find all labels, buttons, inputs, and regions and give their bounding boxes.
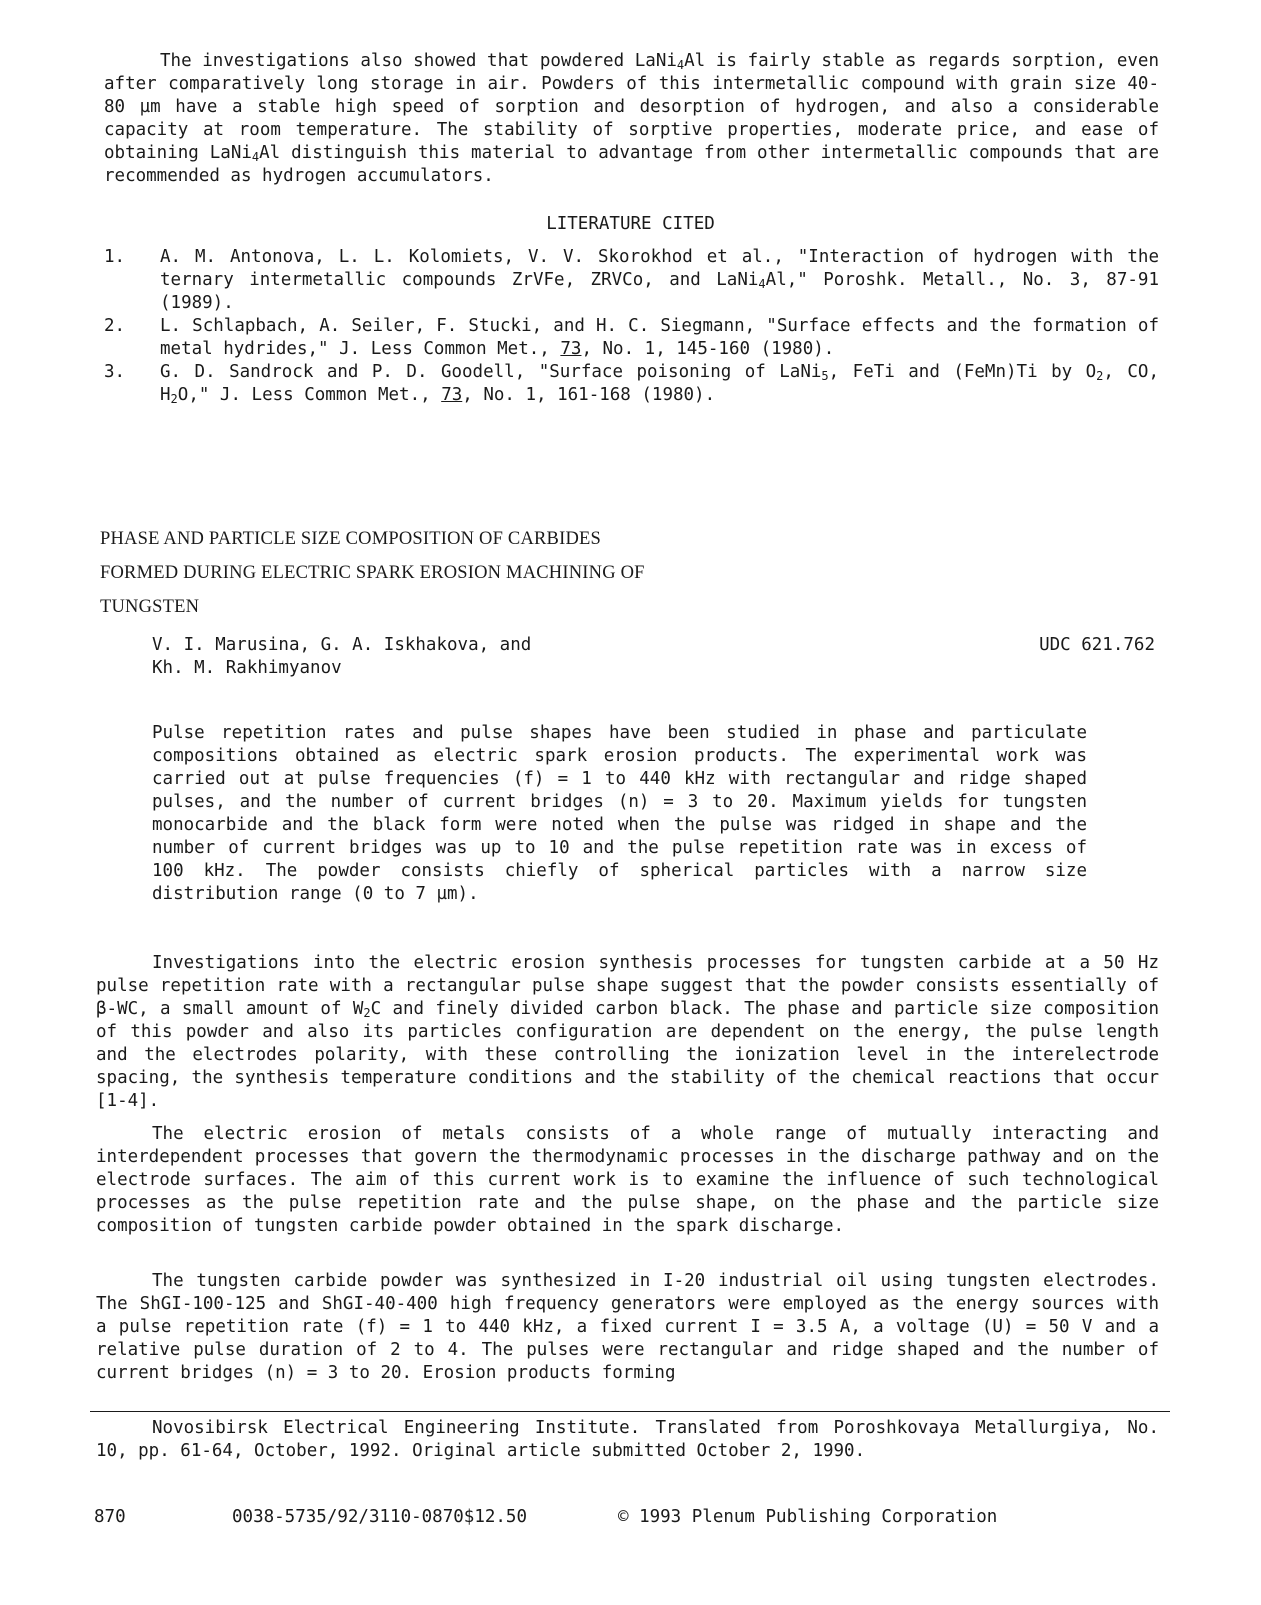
article-authors: [152, 634, 752, 680]
reference-number: 1.: [104, 247, 126, 267]
subscript: 4: [251, 150, 260, 164]
copyright-notice: © 1993 Plenum Publishing Corporation: [618, 1507, 998, 1527]
text-run: C and finely divided carbon black. The phase and particle size composition of this powder and also its particles configuration are dependent on the energy, the pulse length and the electrodes polarity, with these controlling the ionization level in the interelectrode spacing, the synthesis temperature conditions and the stability of the chemical reactions that occur [1-4].: [96, 999, 1159, 1111]
text-run: Al is fairly stable as regards sorption, even after comparatively long storage in air. Powders of this intermetallic compound with grain size 40-80 µm have a stable high speed of sorption and desorption of hydrogen, and also a considerable capacity at room temperature. The stability of sorptive properties, moderate price, and ease of obtaining LaNi: [104, 51, 1159, 163]
text-run: Investigations into the electric erosion synthesis processes for tungsten carbide at a 50 Hz pulse repetition rate with a rectangular pulse shape suggest that the powder consists essentially of β-WC, a small amount of W: [96, 953, 1159, 1019]
literature-heading: LITERATURE CITED: [546, 214, 715, 234]
subscript: 2: [170, 392, 178, 406]
reference-number: 2.: [104, 316, 126, 336]
text-run: A. M. Antonova, L. L. Kolomiets, V. V. Skorokhod et al., "Interaction of hydrogen with the ternary intermetallic compounds ZrVFe, ZRVCo, and LaNi: [160, 247, 1159, 290]
reference-item: [104, 246, 1159, 315]
text-run: , No. 1, 145-160 (1980).: [581, 339, 835, 359]
article-code: 0038-5735/92/3110-0870$12.50: [232, 1507, 528, 1527]
text-run: Al distinguish this material to advantage from other intermetallic compounds that are recommended as hydrogen accumulators.: [104, 143, 1159, 186]
intro-paragraph: [104, 50, 1159, 188]
text-run: , No. 1, 161-168 (1980).: [462, 385, 716, 405]
reference-item: [104, 315, 1159, 361]
volume-number: 73: [441, 385, 463, 405]
subscript: 4: [758, 277, 766, 291]
subscript: 2: [1096, 369, 1104, 383]
authors-line: V. I. Marusina, G. A. Iskhakova, and: [152, 635, 532, 655]
text-run: L. Schlapbach, A. Seiler, F. Stucki, and H. C. Siegmann, "Surface effects and the formation of metal hydrides," J. Less Common Met.,: [160, 316, 1159, 359]
title-line: PHASE AND PARTICLE SIZE COMPOSITION OF CARBIDES: [100, 529, 602, 549]
text-run: Al," Poroshk. Metall., No. 3, 87-91 (1989).: [160, 270, 1159, 313]
affiliation-footnote: Novosibirsk Electrical Engineering Institute. Translated from Poroshkovaya Metallurgiya, No. 10, pp. 61-64, October, 1992. Original article submitted October 2, 1990.: [96, 1418, 1159, 1461]
title-line: FORMED DURING ELECTRIC SPARK EROSION MACHINING OF: [100, 563, 645, 583]
body-paragraph: The tungsten carbide powder was synthesized in I-20 industrial oil using tungsten electrodes. The ShGI-100-125 and ShGI-40-400 high frequency generators were employed as the energy sources with a pulse repetition rate (f) = 1 to 440 kHz, a fixed current I = 3.5 A, a voltage (U) = 50 V and a relative pulse duration of 2 to 4. The pulses were rectangular and ridge shaped and the number of current bridges (n) = 3 to 20. Erosion products forming: [96, 1271, 1159, 1383]
subscript: 5: [821, 369, 829, 383]
title-line: TUNGSTEN: [100, 597, 200, 617]
abstract: Pulse repetition rates and pulse shapes have been studied in phase and particulate compositions obtained as electric spark erosion products. The experimental work was carried out at pulse frequencies (f) = 1 to 440 kHz with rectangular and ridge shaped pulses, and the number of current bridges (n) = 3 to 20. Maximum yields for tungsten monocarbide and the black form were noted when the pulse was ridged in shape and the number of current bridges was up to 10 and the pulse repetition rate was in excess of 100 kHz. The powder consists chiefly of spherical particles with a narrow size distribution range (0 to 7 µm).: [152, 723, 1087, 904]
body-paragraph: [96, 952, 1159, 1113]
article-title: [100, 522, 800, 624]
reference-number: 3.: [104, 362, 126, 382]
text-run: O," J. Less Common Met.,: [177, 385, 442, 405]
page-number: 870: [94, 1507, 126, 1527]
subscript: 4: [676, 58, 685, 72]
reference-list: [104, 246, 1159, 407]
page-footer: [0, 1506, 1261, 1530]
text-run: The investigations also showed that powdered LaNi: [160, 51, 677, 71]
udc-code: UDC 621.762: [1039, 635, 1155, 655]
body-paragraph: The electric erosion of metals consists of a whole range of mutually interacting and interdependent processes that govern the thermodynamic processes in the discharge pathway and on the electrode surfaces. The aim of this current work is to examine the influence of such technological processes as the pulse repetition rate and the pulse shape, on the phase and the particle size composition of tungsten carbide powder obtained in the spark discharge.: [96, 1124, 1159, 1236]
subscript: 2: [363, 1006, 371, 1020]
footnote-divider: [90, 1411, 1170, 1412]
volume-number: 73: [560, 339, 582, 359]
text-run: G. D. Sandrock and P. D. Goodell, "Surface poisoning of LaNi: [160, 362, 822, 382]
text-run: , FeTi and (FeMn)Ti by O: [828, 362, 1097, 382]
reference-item: [104, 361, 1159, 407]
authors-line: Kh. M. Rakhimyanov: [152, 658, 342, 678]
text-run: , CO, H: [160, 362, 1159, 405]
